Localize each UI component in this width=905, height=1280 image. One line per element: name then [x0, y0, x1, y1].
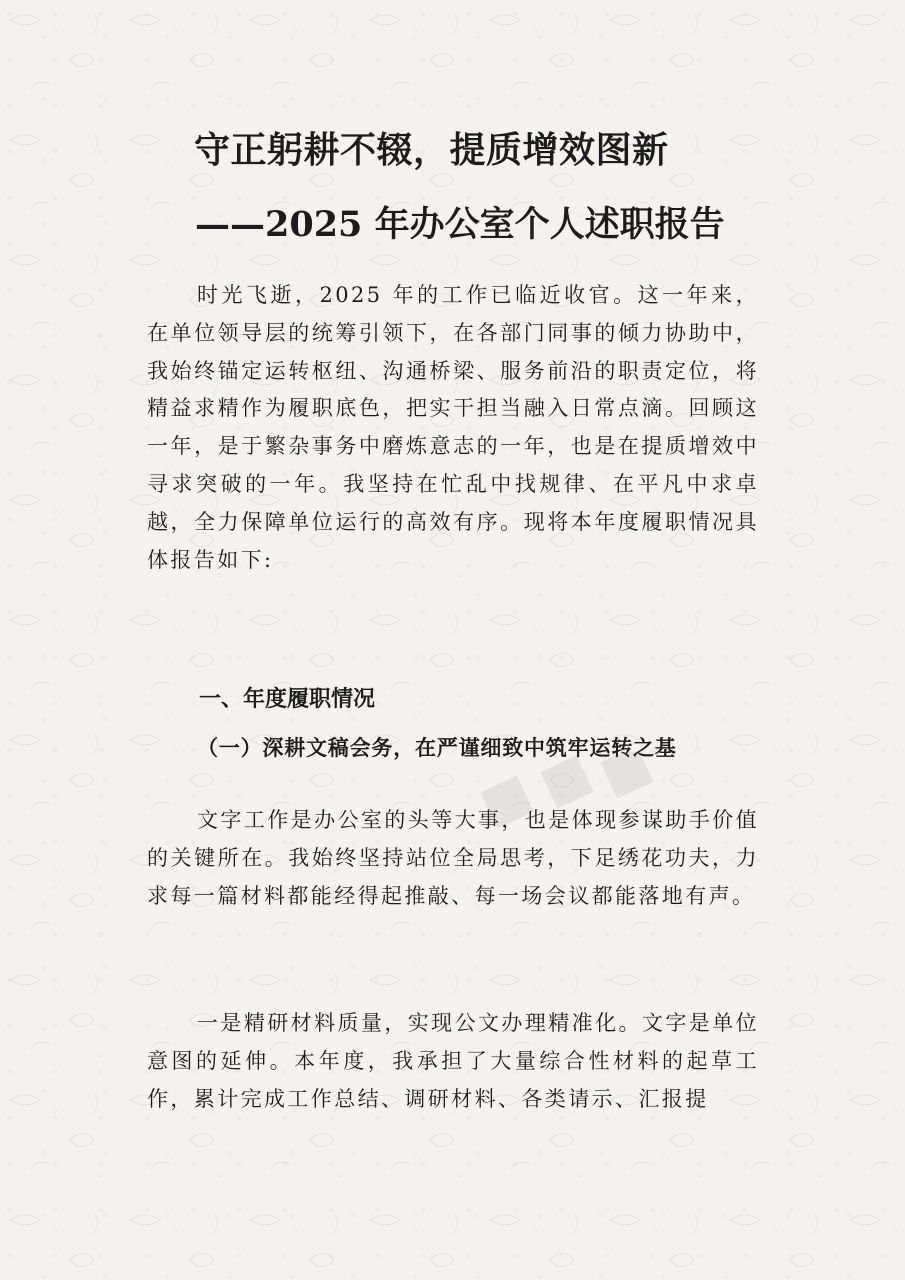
subsection-heading: （一）深耕文稿会务，在严谨细致中筑牢运转之基	[197, 736, 677, 760]
document-subtitle: ——2025 年办公室个人述职报告	[195, 204, 725, 245]
intro-paragraph: 时光飞逝，2025 年的工作已临近收官。这一年来，在单位领导层的统筹引领下，在各部门同事的倾力协助中，我始终锚定运转枢纽、沟通桥梁、服务前沿的职责定位，将精益求精作为履职底色，把实干担当融入日常点滴。回顾这一年，是于繁杂事务中磨炼意志的一年，也是在提质增效中寻求突破的一年。我坚持在忙乱中找规律、在平凡中求卓越，全力保障单位运行的高效有序。现将本年度履职情况具体报告如下:	[147, 283, 759, 572]
section-heading: 一、年度履职情况	[199, 687, 376, 712]
document-title: 守正躬耕不辍，提质增效图新	[194, 129, 669, 171]
body-paragraph: 一是精研材料质量，实现公文办理精准化。文字是单位意图的延伸。本年度，我承担了大量综合性材料的起草工作，累计完成工作总结、调研材料、各类请示、汇报提	[147, 1011, 759, 1111]
body-paragraph: 文字工作是办公室的头等大事，也是体现参谋助手价值的关键所在。我始终坚持站位全局思考，下足绣花功夫，力求每一篇材料都能经得起推敲、每一场会议都能落地有声。	[147, 808, 759, 908]
